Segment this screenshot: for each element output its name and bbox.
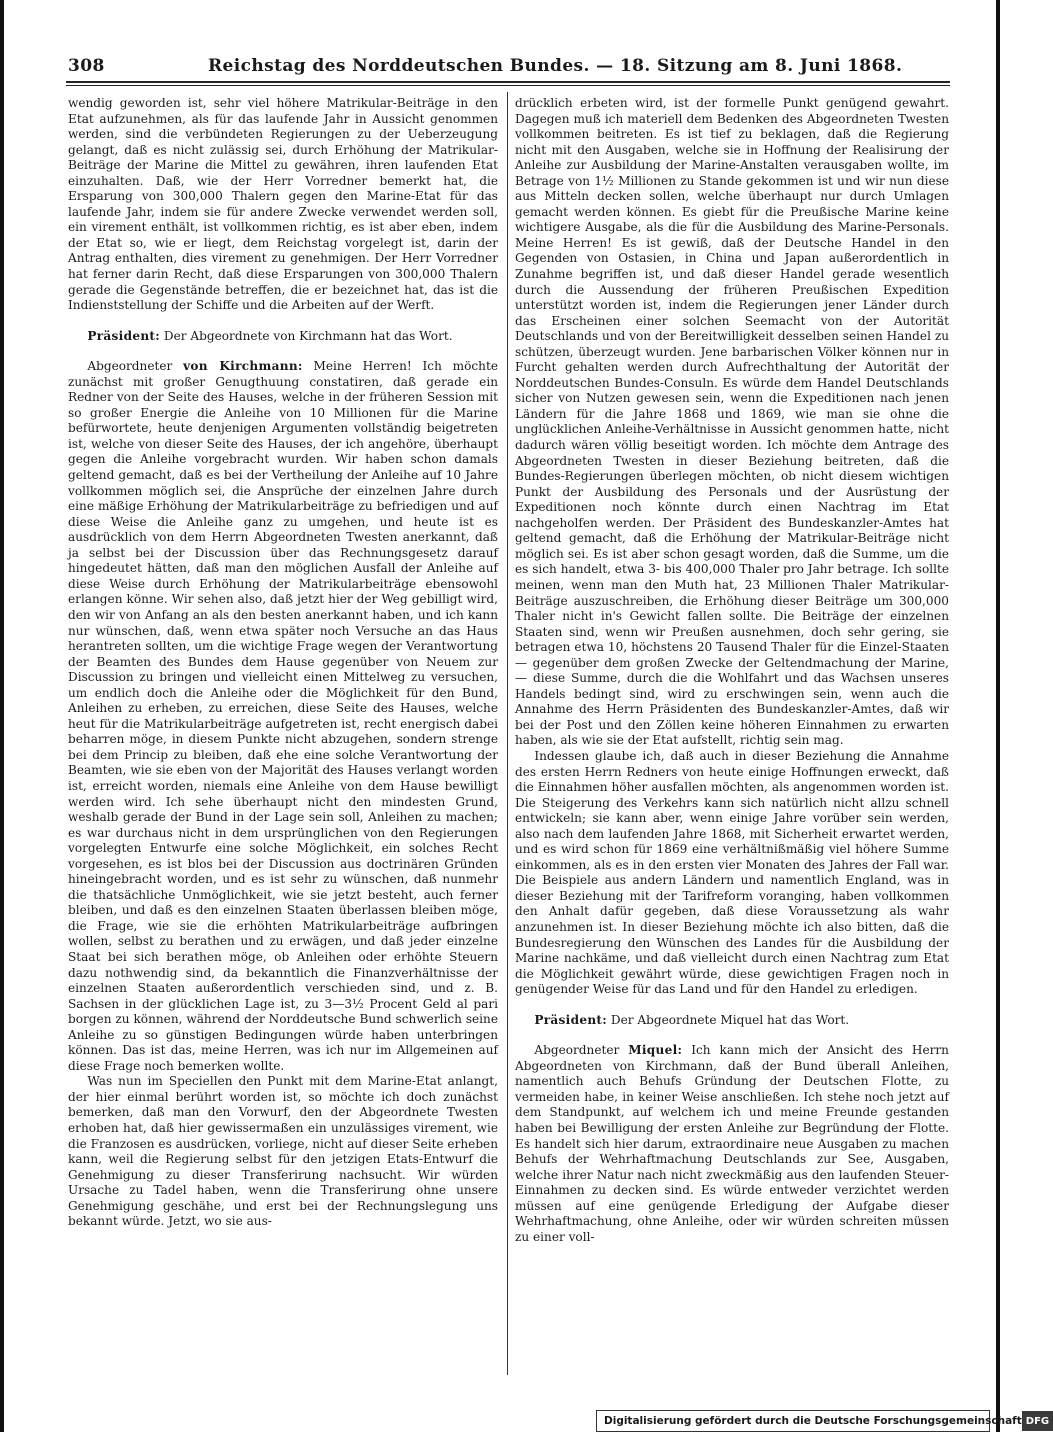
speaker-paragraph bbox=[515, 1043, 949, 1245]
speaker-paragraph bbox=[68, 359, 498, 1074]
right-column bbox=[515, 96, 949, 1245]
column-divider bbox=[507, 92, 508, 1375]
funding-footer bbox=[596, 1410, 1050, 1432]
speaker-paragraph bbox=[68, 329, 498, 345]
speaker-name: Miquel: bbox=[628, 1043, 683, 1058]
speaker-intro: Abgeordneter bbox=[87, 359, 173, 374]
speech-text: Der Abgeordnete Miquel hat das Wort. bbox=[610, 1012, 850, 1027]
left-column bbox=[68, 96, 498, 1230]
paragraph: Was nun im Speciellen den Punkt mit dem Marine-Etat anlangt, der hier einmal berührt worden ist, so möchte ich doch zunächst bemerken, daß man den Vorwurf, den der Abgeordnete Twesten erhoben hat, daß hier gewissermaßen ein unzulässiges virement, wie die Franzosen es ausdrücken, vorliege, nicht auf dieser Seite erheben kann, weil die Regierung selbst für den jetzigen Etats-Entwurf die Genehmigung zu dieser Transferirung nachsucht. Wir würden Ursache zu Tadel haben, wenn die Transferirung ohne unsere Genehmigung geschähe, und erst bei der Rechnungslegung uns bekannt würde. Jetzt, wo sie aus- bbox=[68, 1074, 499, 1229]
speech-text: Ich kann mich der Ansicht des Herrn Abgeordneten von Kirchmann, daß der Bund überall Anleihen, namentlich auch Behufs Gründung der Deutschen Flotte, zu vermeiden habe, in keiner Weise anschließen. Ich stehe noch jetzt auf dem Standpunkt, auf welchem ich und meine Freunde gestanden haben bei Bewilligung der ersten Anleihe zur Begründung der Flotte. Es handelt sich hier darum, extraordinaire neue Ausgaben zu machen Behufs der Wehrhaftmachung Deutschlands zur See, Ausgaben, welche ihrer Natur nach nicht zweckmäßig aus den laufenden Steuer-Einnahmen zu decken sind. Es würde entweder verzichtet werden müssen auf eine genügende Erledigung der Aufgabe dieser Wehrhaftmachung, ohne Anleihe, oder wir würden schreiten müssen zu einer voll- bbox=[515, 1043, 949, 1244]
page-number: 308 bbox=[68, 56, 105, 76]
running-title: Reichstag des Norddeutschen Bundes. — 18. Sitzung am 8. Juni 1868. bbox=[208, 56, 903, 76]
header-rule-thin bbox=[66, 85, 950, 86]
speech-text: Meine Herren! Ich möchte zunächst mit großer Genugthuung constatiren, daß gerade ein Redner von der Seite des Hauses, welche in der früheren Session mit so großer Energie die Anleihe von 10 Millionen für die Marine befürwortete, heute denjenigen Argumenten vollständig beigetreten ist, welche von dieser Seite des Hauses, der ich angehöre, überhaupt gegen die Anleihe vorgebracht wurden. Wir haben schon damals geltend gemacht, daß es bei der Vertheilung der Anleihe auf 10 Jahre vollkommen möglich sei, die Ansprüche der einzelnen Jahre durch eine mäßige Erhöhung der Matrikularbeiträge zu befriedigen und auf diese Weise die Anleihe ganz zu umgehen, und heute ist es ausdrücklich von dem Herrn Abgeordneten Twesten anerkannt, daß ja selbst bei der Discussion über das Rechnungsgesetz darauf hingedeutet hätten, daß man den möglichen Ausfall der Anleihe auf diese Weise durch Erhöhung der Matrikularbeiträge ebensowohl erlangen könne. Wir sehen also, daß jetzt hier der Weg gebilligt wird, den wir von Anfang an als den besten anerkannt haben, und ich kann nur wünschen, daß, wenn etwa später noch Versuche an das Haus herantreten sollten, um die wichtige Frage wegen der Verantwortung der Beamten des Bundes dem Hause gegenüber von Neuem zur Discussion zu bringen und vielleicht einen Mittelweg zu versuchen, um endlich doch die Anleihe oder die Möglichkeit für den Bund, Anleihen zu erheben, zu erreichen, diese Seite des Hauses, welche heut für die Matrikularbeiträge aufgetreten ist, recht energisch dabei beharren möge, in diesem Punkte nicht abzugehen, sondern strenge bei dem Princip zu bleiben, daß ehe eine solche Verantwortung der Beamten, wie sie eben von der Majorität des Hauses verlangt worden ist, erreicht worden, niemals eine Anleihe von dem Hause bewilligt werden wird. Ich sehe überhaupt nicht den mindesten Grund, weshalb gerade der Bund in der Lage sein soll, Anleihen zu machen; es war durchaus nicht in dem ursprünglichen von den Regierungen vorgelegten Entwurfe eine solche Möglichkeit, ein solches Recht vorgesehen, es ist blos bei der Discussion aus doctrinären Gründen hineingebracht worden, und es ist sehr zu wünschen, daß nunmehr die thatsächliche Unmöglichkeit, wie sie jetzt besteht, auch ferner bleiben, und daß es den einzelnen Staaten überlassen bleiben möge, die Frage, wie sie die erhöhten Matrikularbeiträge aufbringen wollen, selbst zu berathen und zu erwägen, und daß jeder einzelne Staat bei sich berathen möge, ob Anleihen oder erhöhte Steuern dazu nothwendig sind, da bekanntlich die Finanzverhältnisse der einzelnen Staaten außerordentlich verschieden sind, und z. B. Sachsen in der glücklichen Lage ist, zu 3—3½ Procent Geld al pari borgen zu können, während der Norddeutsche Bund schwerlich seine Anleihe zu so günstigen Bedingungen würde haben unterbringen können. Das ist das, meine Herren, was ich nur im Allgemeinen auf diese Frage noch bemerken wollte. bbox=[68, 359, 498, 1073]
scan-edge-right bbox=[996, 0, 1000, 1432]
speaker-name: Präsident: bbox=[87, 328, 161, 343]
speaker-paragraph bbox=[515, 1013, 949, 1029]
paragraph: wendig geworden ist, sehr viel höhere Matrikular-Beiträge in den Etat aufzunehmen, als für das laufende Jahr in Aussicht genommen werden, sind die verbündeten Regierungen zu der Ueberzeugung gelangt, daß es nicht zulässig sei, durch Erhöhung der Matrikular-Beiträge der Marine die Mittel zu gewähren, ihren laufenden Etat einzuhalten. Daß, wie der Herr Vorredner bemerkt hat, die Ersparung von 300,000 Thalern gegen den Marine-Etat für das laufende Jahr, indem sie für andere Zwecke verwendet werden soll, ein virement enthält, ist vollkommen richtig, es ist aber eben, indem der Etat so, wie er liegt, dem Reichstag vorgelegt ist, darin der Antrag enthalten, dies virement zu genehmigen. Der Herr Vorredner hat ferner darin Recht, daß diese Ersparungen von 300,000 Thalern gerade die Gegenstände betreffen, die er bezeichnet hat, das ist die Indienststellung der Schiffe und die Arbeiten auf der Werft. bbox=[68, 96, 498, 313]
scan-edge-left bbox=[0, 0, 4, 1432]
speaker-name: von Kirchmann: bbox=[183, 359, 303, 374]
dfg-logo: DFG bbox=[1022, 1411, 1053, 1431]
paragraph: Indessen glaube ich, daß auch in dieser Beziehung die Annahme des ersten Herrn Redners von heute einige Hoffnungen erweckt, daß die Einnahmen höher ausfallen möchten, als angenommen worden ist. Die Steigerung des Verkehrs kann sich natürlich nicht allzu schnell entwickeln; sie kann aber, wenn einige Jahre vorüber sein werden, also nach dem laufenden Jahre 1868, mit Sicherheit erwartet werden, und es wird schon für 1869 eine verhältnißmäßig viel höhere Summe einkommen, als es in den ersten vier Monaten des Jahres der Fall war. Die Beispiele aus andern Ländern und namentlich England, was in dieser Beziehung mit der Tarifreform voranging, haben vollkommen den Anhalt dafür gegeben, daß diese Voraussetzung als wahr anzunehmen ist. In dieser Beziehung möchte ich also bitten, daß die Bundesregierung den Wünschen des Landes für die Ausbildung der Marine nachkäme, und daß vielleicht durch einen Nachtrag zum Etat die Möglichkeit gewährt würde, diese gewichtigen Fragen noch in genügender Weise für das Land und für den Handel zu erledigen. bbox=[515, 748, 949, 997]
paragraph: drücklich erbeten wird, ist der formelle Punkt genügend gewahrt. Dagegen muß ich materiell dem Bedenken des Abgeordneten Twesten vollkommen beitreten. Es ist tief zu beklagen, daß die Regierung nicht mit den Ausgaben, welche sie in Hoffnung der Realisirung der Anleihe zur Ausbildung der Marine-Anstalten verausgaben wollte, im Betrage von 1½ Millionen zu Stande gekommen ist und wir nun diese aus Mitteln decken sollen, welche überhaupt nur durch Umlagen gemacht werden können. Es giebt für die Preußische Marine keine wichtigere Ausgabe, als die für die Ausbildung des Marine-Personals. Meine Herren! Es ist gewiß, daß der Deutsche Handel in den Gegenden von Ostasien, in China und Japan außerordentlich in Zunahme begriffen ist, und daß dieser Handel gerade wesentlich durch die Aussendung der früheren Preußischen Expedition unterstützt worden ist, indem die Regierungen jener Länder durch das Erscheinen einer solchen Seemacht von der Autorität Deutschlands und von der Bereitwilligkeit desselben seinen Handel zu schützen, überzeugt wurden. Jene barbarischen Völker können nur in Furcht gehalten werden durch Aufrechthaltung der Autorität der Norddeutschen Bundes-Consuln. Es würde dem Handel Deutschlands sicher von Nutzen gewesen sein, wenn die Expeditionen nach jenen Ländern für die Jahre 1868 und 1869, wie man sie ohne die unglücklichen Anleihe-Verhältnisse in Aussicht genommen hatte, nicht dadurch wären völlig beseitigt worden. Ich möchte dem Antrage des Abgeordneten Twesten in dieser Beziehung beitreten, daß die Bundes-Regierungen überlegen möchten, ob nicht diesem wichtigen Punkt der Ausbildung des Personals und der Ausrüstung der Expeditionen noch könnte durch einen Nachtrag im Etat nachgeholfen werden. Der Präsident des Bundeskanzler-Amtes hat geltend gemacht, daß die Erhöhung der Matrikular-Beiträge nicht möglich sei. Es ist aber schon gesagt worden, daß die Summe, um die es sich handelt, etwa 3- bis 400,000 Thaler pro Jahr betrage. Ich sollte meinen, wenn man den Muth hat, 23 Millionen Thaler Matrikular-Beiträge auszuschreiben, die Erhöhung dieser Beiträge um 300,000 Thaler nicht in's Gewicht fallen sollte. Die Beiträge der einzelnen Staaten sind, wenn wir Preußen ausnehmen, doch sehr gering, sie betragen etwa 10, höchstens 20 Tausend Thaler für die Einzel-Staaten — gegenüber dem großen Zwecke der Geltendmachung der Marine, — diese Summe, durch die die Wohlfahrt und das Wachsen unseres Handels bedingt sind, wird zu erschwingen sein, wenn auch die Annahme des Herrn Präsidenten des Bundeskanzler-Amtes, daß wir bei der Post und den Zöllen keine höheren Einnahmen zu erwarten haben, als wie sie der Etat aufstellt, richtig sein mag. bbox=[515, 96, 949, 748]
header-rule bbox=[66, 81, 950, 83]
speaker-name: Präsident: bbox=[534, 1012, 608, 1027]
page-header bbox=[68, 52, 948, 82]
speaker-intro: Abgeordneter bbox=[534, 1043, 620, 1058]
speech-text: Der Abgeordnete von Kirchmann hat das Wort. bbox=[163, 328, 453, 343]
funding-note: Digitalisierung gefördert durch die Deutsche Forschungsgemeinschaft bbox=[604, 1415, 1022, 1427]
